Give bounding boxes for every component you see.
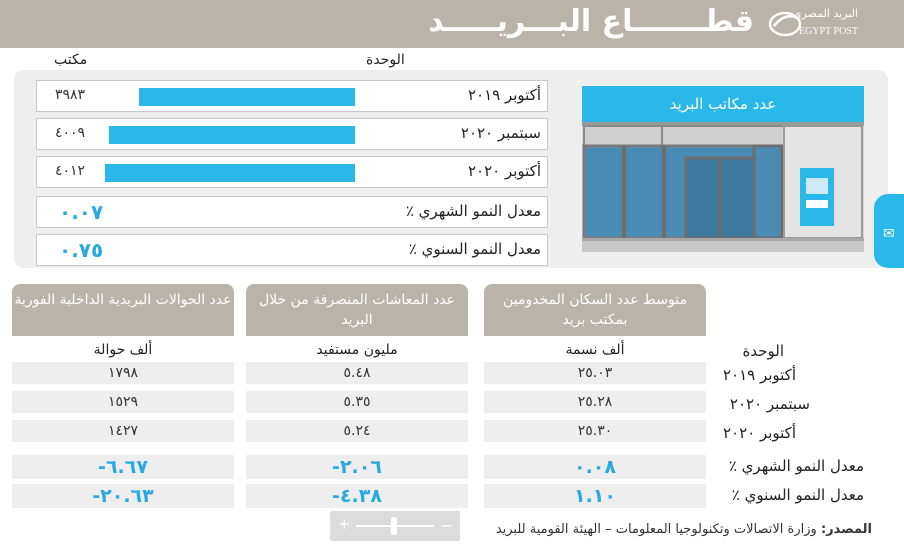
logo-arabic-text: البريد المصري — [792, 7, 858, 20]
mail-icon: ✉ — [883, 226, 895, 242]
yearly-growth-cell: ١.١٠ — [484, 484, 706, 508]
offices-yearly-growth-row — [36, 234, 548, 266]
growth-value: ٠.٠٧ — [59, 200, 104, 224]
source-text: وزارة الاتصالات وتكنولوجيا المعلومات – الهيئة القومية للبريد — [495, 522, 817, 537]
head-pensions: عدد المعاشات المنصرفة من خلال البريد — [246, 284, 468, 336]
zoom-control[interactable] — [330, 511, 460, 541]
row-name-sep-2020: سبتمبر ٢٠٢٠ — [729, 395, 810, 413]
header-bar — [0, 0, 904, 48]
zoom-out-button[interactable]: − — [440, 516, 454, 535]
zoom-in-button[interactable]: + — [338, 515, 351, 533]
unit-transfers: ألف حوالة — [93, 342, 153, 358]
table-cell: ٢٥.٣٠ — [484, 420, 706, 442]
source-prefix: المصدر: — [820, 522, 872, 537]
source-note — [496, 522, 872, 537]
page-title: قطـــــــاع البـــريـــــد — [428, 4, 754, 39]
table-cell: ٢٥.٢٨ — [484, 391, 706, 413]
bottom-unit-header: الوحدة — [742, 342, 784, 360]
offices-row-oct-2019 — [36, 80, 548, 112]
yearly-growth-cell: -٤.٣٨ — [246, 484, 468, 508]
row-label: أكتوبر ٢٠١٩ — [467, 86, 541, 104]
row-value: ٤٠١٢ — [55, 163, 86, 179]
yearly-growth-cell: -٢٠.٦٣ — [12, 484, 234, 508]
table-cell: ٢٥.٠٣ — [484, 362, 706, 384]
head-population-served: متوسط عدد السكان المخدومين بمكتب بريد — [484, 284, 706, 336]
row-label: معدل النمو السنوي ٪ — [408, 240, 541, 258]
unit-pensions: مليون مستفيد — [316, 342, 398, 358]
logo-english-text: EGYPT POST — [799, 26, 858, 37]
unit-population: ألف نسمة — [565, 342, 625, 358]
offices-row-sep-2020 — [36, 118, 548, 150]
row-name-oct-2020: أكتوبر ٢٠٢٠ — [722, 424, 796, 442]
side-mail-tab[interactable] — [874, 194, 904, 268]
offices-row-oct-2020 — [36, 156, 548, 188]
egypt-post-logo — [760, 6, 880, 42]
row-label: أكتوبر ٢٠٢٠ — [467, 162, 541, 180]
table-cell: ٥.٢٤ — [246, 420, 468, 442]
top-unit-label: الوحدة — [366, 52, 405, 68]
table-cell: ١٧٩٨ — [12, 362, 234, 384]
post-office-count-label: عدد مكاتب البريد — [582, 86, 864, 122]
monthly-growth-cell: ٠.٠٨ — [484, 455, 706, 479]
offices-bar — [109, 126, 355, 144]
row-label: معدل النمو الشهري ٪ — [405, 202, 541, 220]
row-name-monthly-growth: معدل النمو الشهري ٪ — [728, 457, 864, 475]
offices-bar — [139, 88, 355, 106]
offices-monthly-growth-row — [36, 196, 548, 228]
table-cell: ١٥٢٩ — [12, 391, 234, 413]
row-value: ٤٠٠٩ — [55, 125, 86, 141]
row-name-oct-2019: أكتوبر ٢٠١٩ — [722, 366, 796, 384]
row-label: سبتمبر ٢٠٢٠ — [460, 124, 541, 142]
top-office-label: مكتب — [54, 52, 88, 68]
growth-value: ٠.٧٥ — [59, 238, 104, 262]
monthly-growth-cell: -٢.٠٦ — [246, 455, 468, 479]
head-transfers: عدد الحوالات البريدية الداخلية الفورية — [12, 284, 234, 336]
table-cell: ٥.٣٥ — [246, 391, 468, 413]
row-name-yearly-growth: معدل النمو السنوي ٪ — [731, 486, 864, 504]
post-office-illustration — [582, 86, 864, 252]
table-cell: ٥.٤٨ — [246, 362, 468, 384]
offices-bar — [105, 164, 355, 182]
row-value: ٣٩٨٣ — [55, 87, 86, 103]
zoom-slider-handle[interactable] — [391, 517, 397, 535]
storefront-icon — [582, 122, 864, 252]
table-cell: ١٤٢٧ — [12, 420, 234, 442]
monthly-growth-cell: -٦.٦٧ — [12, 455, 234, 479]
